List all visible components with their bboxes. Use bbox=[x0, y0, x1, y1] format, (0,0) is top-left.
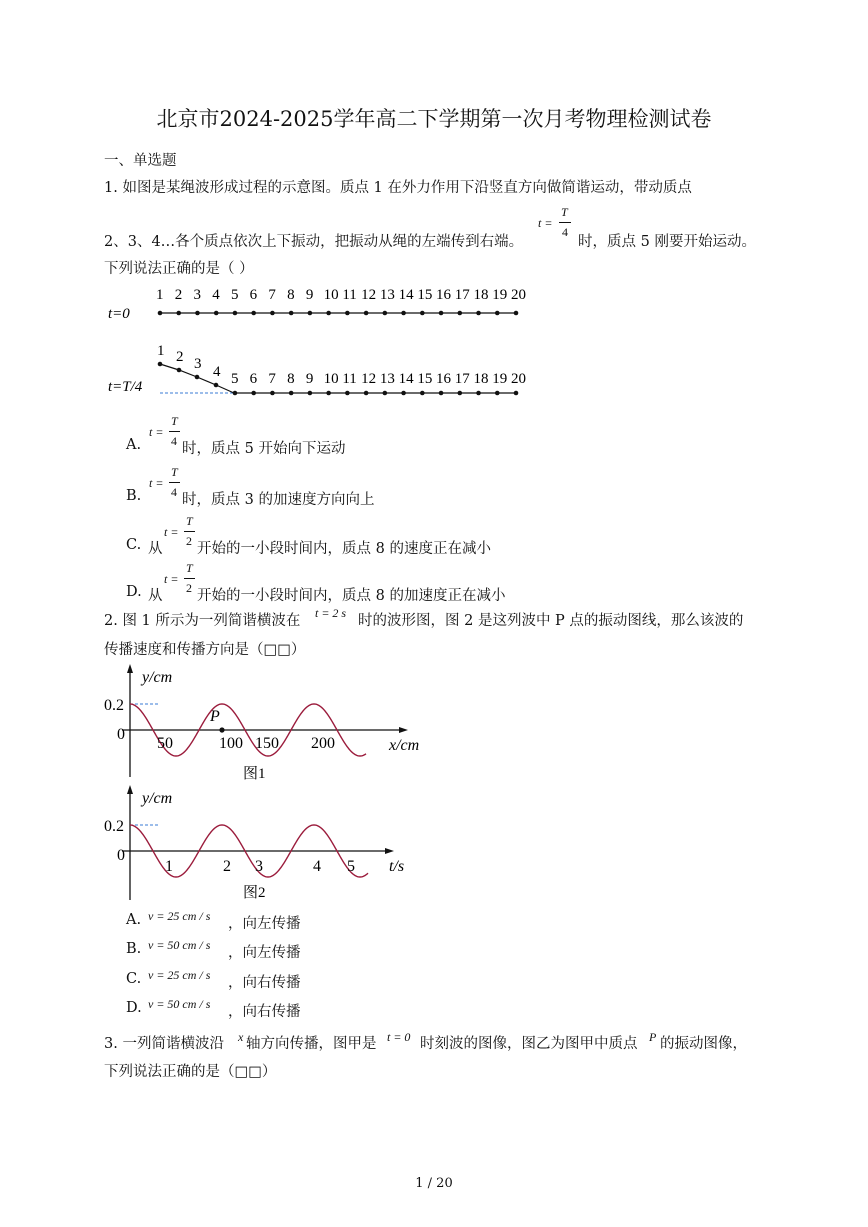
option-prefix: 从 bbox=[148, 588, 163, 604]
rope-top-number: 9 bbox=[305, 287, 314, 303]
rope-point bbox=[420, 391, 425, 396]
rope-bottom-number: 3 bbox=[194, 356, 202, 372]
page-number: 1 / 20 bbox=[415, 1176, 453, 1191]
rope-top-number: 18 bbox=[473, 287, 489, 303]
rope-point bbox=[251, 311, 256, 316]
rope-top-number: 19 bbox=[492, 287, 508, 303]
q2-option-math: v = 25 cm / s bbox=[148, 968, 211, 982]
rope-bottom-number: 16 bbox=[436, 371, 452, 387]
rope-bottom-number: 2 bbox=[176, 349, 184, 365]
label-t4: t=T/4 bbox=[108, 379, 143, 395]
x-tick-label: 2 bbox=[223, 858, 231, 875]
point-P bbox=[219, 727, 224, 732]
wave-graph-fig1 bbox=[100, 664, 440, 788]
rope-top-number: 5 bbox=[230, 287, 239, 303]
rope-bottom-number: 5 bbox=[230, 371, 239, 387]
rope-bottom-number: 7 bbox=[268, 371, 276, 387]
rope-point bbox=[345, 391, 350, 396]
rope-bottom-number: 15 bbox=[417, 371, 433, 387]
rope-top-numbers bbox=[156, 287, 526, 303]
rope-point bbox=[158, 362, 163, 367]
q2-line2: 传播速度和传播方向是（□□） bbox=[104, 642, 306, 658]
x-tick-label: 50 bbox=[157, 735, 173, 752]
rope-top-number: 14 bbox=[398, 287, 414, 303]
vibration-graph-fig2 bbox=[100, 785, 420, 909]
option-label: A. bbox=[126, 437, 142, 453]
option-label: D. bbox=[126, 584, 142, 600]
rope-bottom-number: 11 bbox=[342, 371, 357, 387]
rope-point bbox=[158, 311, 163, 316]
rope-point bbox=[289, 391, 294, 396]
q3-line1b: 轴方向传播，图甲是 bbox=[246, 1036, 377, 1052]
option-label: C. bbox=[126, 537, 142, 553]
fig2-amp-label: 0.2 bbox=[104, 818, 124, 835]
rope-point bbox=[251, 391, 256, 396]
option-fraction: t = T 2 bbox=[164, 561, 198, 601]
rope-top-number: 16 bbox=[436, 287, 452, 303]
rope-point bbox=[514, 311, 519, 316]
rope-bottom-number: 10 bbox=[323, 371, 339, 387]
rope-point bbox=[214, 383, 219, 388]
rope-point bbox=[233, 391, 238, 396]
q1-line1: 1. 如图是某绳波形成过程的示意图。质点 1 在外力作用下沿竖直方向做简谐运动，带动质点 bbox=[104, 180, 692, 196]
option-text: 开始的一小段时间内，质点 8 的速度正在减小 bbox=[197, 541, 491, 557]
q2-line1b: 时的波形图，图 2 是这列波中 P 点的振动图线，那么该波的 bbox=[358, 613, 744, 629]
q2-option-math: v = 50 cm / s bbox=[148, 938, 211, 952]
rope-top-number: 3 bbox=[193, 287, 201, 303]
rope-point bbox=[177, 368, 182, 373]
rope-point bbox=[439, 391, 444, 396]
rope-point bbox=[439, 311, 444, 316]
rope-point bbox=[383, 391, 388, 396]
x-axis-arrow bbox=[399, 727, 408, 733]
x-tick-label: 5 bbox=[347, 858, 355, 875]
fig1-ylabel: y/cm bbox=[142, 669, 173, 686]
fig2-caption: 图2 bbox=[243, 885, 266, 901]
fig1-xlabel: x/cm bbox=[389, 737, 420, 754]
rope-bottom-number: 6 bbox=[249, 371, 258, 387]
rope-top-number: 1 bbox=[156, 287, 164, 303]
rope-point bbox=[345, 311, 350, 316]
rope-top-number: 7 bbox=[268, 287, 276, 303]
rope-bottom-number: 19 bbox=[492, 371, 508, 387]
fig1-point-label: P bbox=[210, 708, 220, 725]
q3-math-P: P bbox=[649, 1030, 657, 1044]
option-label: B. bbox=[126, 488, 142, 504]
rope-top-number: 6 bbox=[249, 287, 258, 303]
fig2-xlabel: t/s bbox=[389, 858, 405, 875]
option-fraction: t = T 4 bbox=[149, 465, 183, 505]
q2-option-text: ，向右传播 bbox=[228, 1004, 301, 1020]
rope-bottom-number: 8 bbox=[287, 371, 295, 387]
q2-line1a: 2. 图 1 所示为一列简谐横波在 bbox=[104, 613, 301, 629]
option-fraction: t = T 4 bbox=[149, 414, 183, 454]
rope-bottom-number: 18 bbox=[473, 371, 489, 387]
q2-option-label: B. bbox=[126, 941, 142, 957]
option-text: 时，质点 3 的加速度方向向上 bbox=[182, 492, 375, 508]
rope-bottom-number: 4 bbox=[213, 364, 221, 380]
page-title: 北京市2024-2025学年高二下学期第一次月考物理检测试卷 bbox=[156, 107, 712, 131]
rope-point bbox=[364, 391, 369, 396]
q1-fraction-t-T4: t = T 4 bbox=[538, 205, 578, 245]
q3-math-x: x bbox=[238, 1030, 244, 1044]
x-tick-label: 150 bbox=[255, 735, 279, 752]
rope-point bbox=[457, 311, 462, 316]
q2-option-label: D. bbox=[126, 1000, 142, 1016]
rope-bottom-number: 13 bbox=[379, 371, 395, 387]
rope-point bbox=[270, 391, 275, 396]
label-t0: t=0 bbox=[108, 306, 130, 322]
rope-point bbox=[270, 311, 275, 316]
fig1-origin-label: 0 bbox=[117, 726, 125, 743]
rope-bottom-number: 14 bbox=[398, 371, 414, 387]
rope-point bbox=[401, 311, 406, 316]
rope-point bbox=[495, 311, 500, 316]
q3-line1d: 的振动图像， bbox=[660, 1036, 747, 1052]
x-tick-label: 3 bbox=[255, 858, 263, 875]
rope-top-number: 17 bbox=[454, 287, 470, 303]
fig2-origin-label: 0 bbox=[117, 847, 125, 864]
rope-point bbox=[214, 311, 219, 316]
option-text: 开始的一小段时间内，质点 8 的加速度正在减小 bbox=[197, 588, 506, 604]
x-tick-label: 4 bbox=[313, 858, 321, 875]
rope-point bbox=[326, 311, 331, 316]
q2-option-label: A. bbox=[126, 912, 142, 928]
rope-point bbox=[457, 391, 462, 396]
rope-bottom-numbers bbox=[157, 343, 526, 387]
y-axis-arrow bbox=[127, 664, 133, 673]
rope-bottom-number: 9 bbox=[305, 371, 314, 387]
rope-point bbox=[514, 391, 519, 396]
rope-bottom-number: 17 bbox=[454, 371, 470, 387]
rope-point bbox=[308, 311, 313, 316]
rope-wave-figure bbox=[100, 282, 530, 400]
fig2-ylabel: y/cm bbox=[142, 790, 173, 807]
rope-top-number: 8 bbox=[287, 287, 295, 303]
rope-point bbox=[308, 391, 313, 396]
q2-option-text: ，向左传播 bbox=[228, 945, 301, 961]
q3-line1c: 时刻波的图像，图乙为图甲中质点 bbox=[420, 1036, 638, 1052]
rope-point bbox=[401, 391, 406, 396]
rope-bottom-number: 20 bbox=[511, 371, 526, 387]
q1-line2a: 2、3、4…各个质点依次上下振动，把振动从绳的左端传到右端。 bbox=[104, 234, 524, 250]
x-tick-label: 100 bbox=[219, 735, 243, 752]
rope-point bbox=[176, 311, 181, 316]
x-tick-label: 200 bbox=[311, 735, 335, 752]
rope-point bbox=[383, 311, 388, 316]
option-fraction: t = T 2 bbox=[164, 514, 198, 554]
rope-point bbox=[326, 391, 331, 396]
rope-top-number: 15 bbox=[417, 287, 433, 303]
q2-option-text: ，向左传播 bbox=[228, 916, 301, 932]
rope-top-number: 12 bbox=[361, 287, 377, 303]
section-heading: 一、单选题 bbox=[104, 153, 177, 169]
q2-option-label: C. bbox=[126, 971, 142, 987]
rope-bottom-number: 12 bbox=[361, 371, 377, 387]
rope-top-number: 11 bbox=[342, 287, 357, 303]
fig1-x-ticks bbox=[157, 735, 335, 752]
rope-top-number: 2 bbox=[174, 287, 183, 303]
rope-point bbox=[289, 311, 294, 316]
option-text: 时，质点 5 开始向下运动 bbox=[182, 441, 346, 457]
q3-math-t0: t = 0 bbox=[387, 1030, 411, 1044]
rope-point bbox=[420, 311, 425, 316]
rope-point bbox=[476, 391, 481, 396]
rope-bottom-number: 1 bbox=[157, 343, 165, 359]
rope-top-number: 10 bbox=[323, 287, 339, 303]
q2-option-math: v = 50 cm / s bbox=[148, 997, 211, 1011]
q2-math-t2s: t = 2 s bbox=[315, 606, 347, 620]
q2-option-math: v = 25 cm / s bbox=[148, 909, 211, 923]
q1-line3: 下列说法正确的是（ ） bbox=[104, 261, 254, 277]
rope-top-number: 20 bbox=[511, 287, 526, 303]
rope-point bbox=[195, 311, 200, 316]
rope-point bbox=[233, 311, 238, 316]
option-prefix: 从 bbox=[148, 541, 163, 557]
rope-point bbox=[364, 311, 369, 316]
q3-line1a: 3. 一列简谐横波沿 bbox=[104, 1036, 224, 1052]
q2-option-text: ，向右传播 bbox=[228, 975, 301, 991]
fig1-caption: 图1 bbox=[243, 766, 266, 782]
rope-point bbox=[495, 391, 500, 396]
fig1-amp-label: 0.2 bbox=[104, 697, 124, 714]
rope-point bbox=[195, 375, 200, 380]
q1-line2b: 时，质点 5 刚要开始运动。 bbox=[578, 234, 756, 250]
rope-point bbox=[476, 311, 481, 316]
rope-top-number: 4 bbox=[212, 287, 220, 303]
rope-top-number: 13 bbox=[379, 287, 395, 303]
x-tick-label: 1 bbox=[165, 858, 173, 875]
q3-line2: 下列说法正确的是（□□） bbox=[104, 1064, 277, 1080]
